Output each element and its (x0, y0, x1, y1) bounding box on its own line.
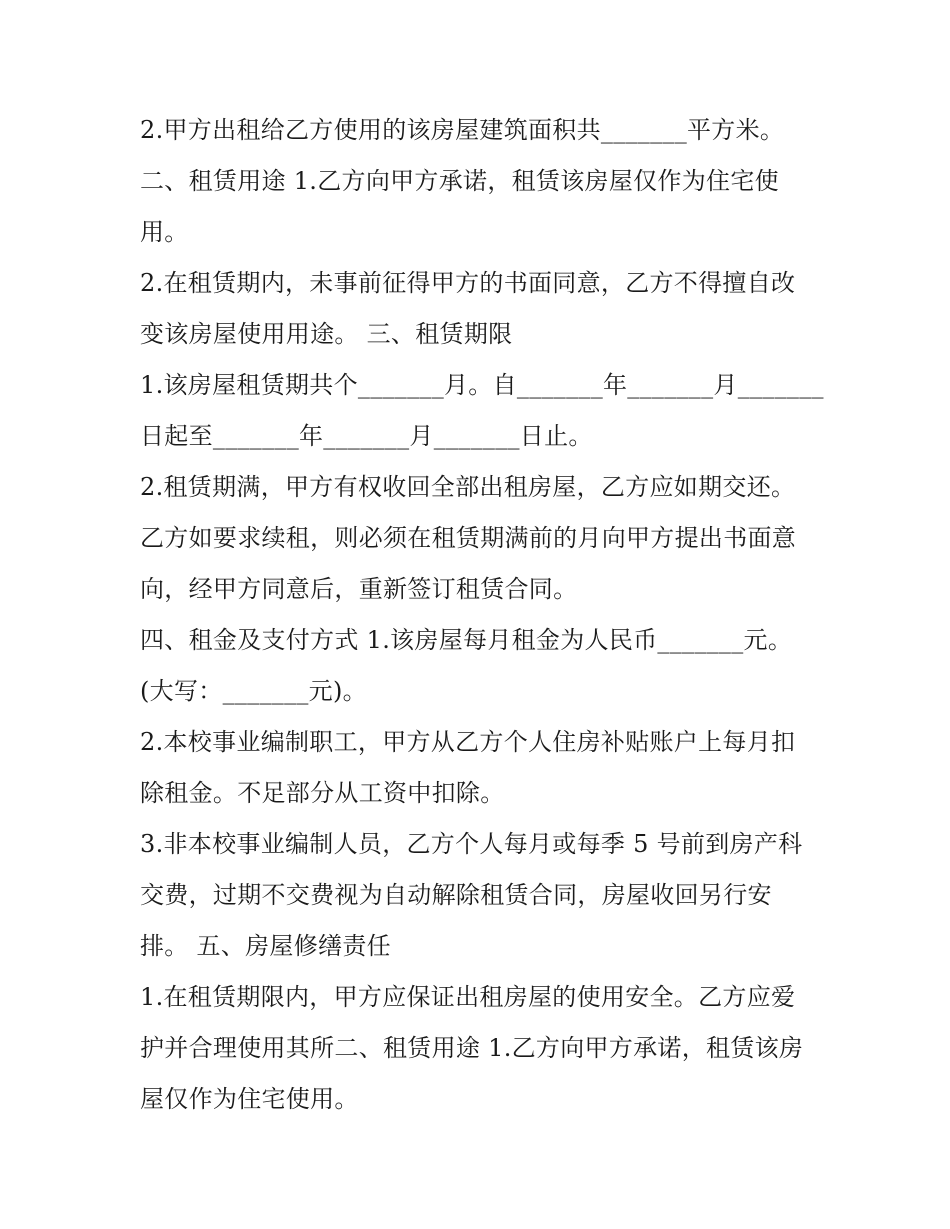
text-line: 2.本校事业编制职工，甲方从乙方个人住房补贴账户上每月扣 (140, 728, 796, 756)
text-line: 2.租赁期满，甲方有权收回全部出租房屋，乙方应如期交还。 (140, 473, 796, 501)
text-line: (大写：_______元)。 (140, 677, 367, 705)
text-line: 用。 (140, 218, 189, 246)
text-line: 交费，过期不交费视为自动解除租赁合同，房屋收回另行安 (140, 881, 772, 909)
text-line: 护并合理使用其所二、租赁用途 1.乙方向甲方承诺，租赁该房 (140, 1034, 804, 1062)
text-line: 向，经甲方同意后，重新签订租赁合同。 (140, 575, 578, 603)
text-line: 2.在租赁期内，未事前征得甲方的书面同意，乙方不得擅自改 (140, 269, 796, 297)
text-line: 1.在租赁期限内，甲方应保证出租房屋的使用安全。乙方应爱 (140, 983, 796, 1011)
document-body (140, 105, 824, 1125)
text-line: 除租金。不足部分从工资中扣除。 (140, 779, 505, 807)
text-line: 四、租金及支付方式 1.该房屋每月租金为人民币_______元。 (140, 626, 793, 654)
text-line: 屋仅作为住宅使用。 (140, 1085, 359, 1113)
text-line: 3.非本校事业编制人员，乙方个人每月或每季 5 号前到房产科 (140, 830, 803, 858)
text-line: 乙方如要求续租，则必须在租赁期满前的月向甲方提出书面意 (140, 524, 797, 552)
text-line: 2.甲方出租给乙方使用的该房屋建筑面积共_______平方米。 (140, 116, 785, 144)
text-line: 排。 五、房屋修缮责任 (140, 932, 391, 960)
text-line: 1.该房屋租赁期共个_______月。自_______年_______月_______ (140, 371, 824, 399)
text-line: 日起至_______年_______月_______日止。 (140, 422, 593, 450)
text-line: 变该房屋使用用途。 三、租赁期限 (140, 320, 513, 348)
text-line: 二、租赁用途 1.乙方向甲方承诺，租赁该房屋仅作为住宅使 (140, 167, 779, 195)
